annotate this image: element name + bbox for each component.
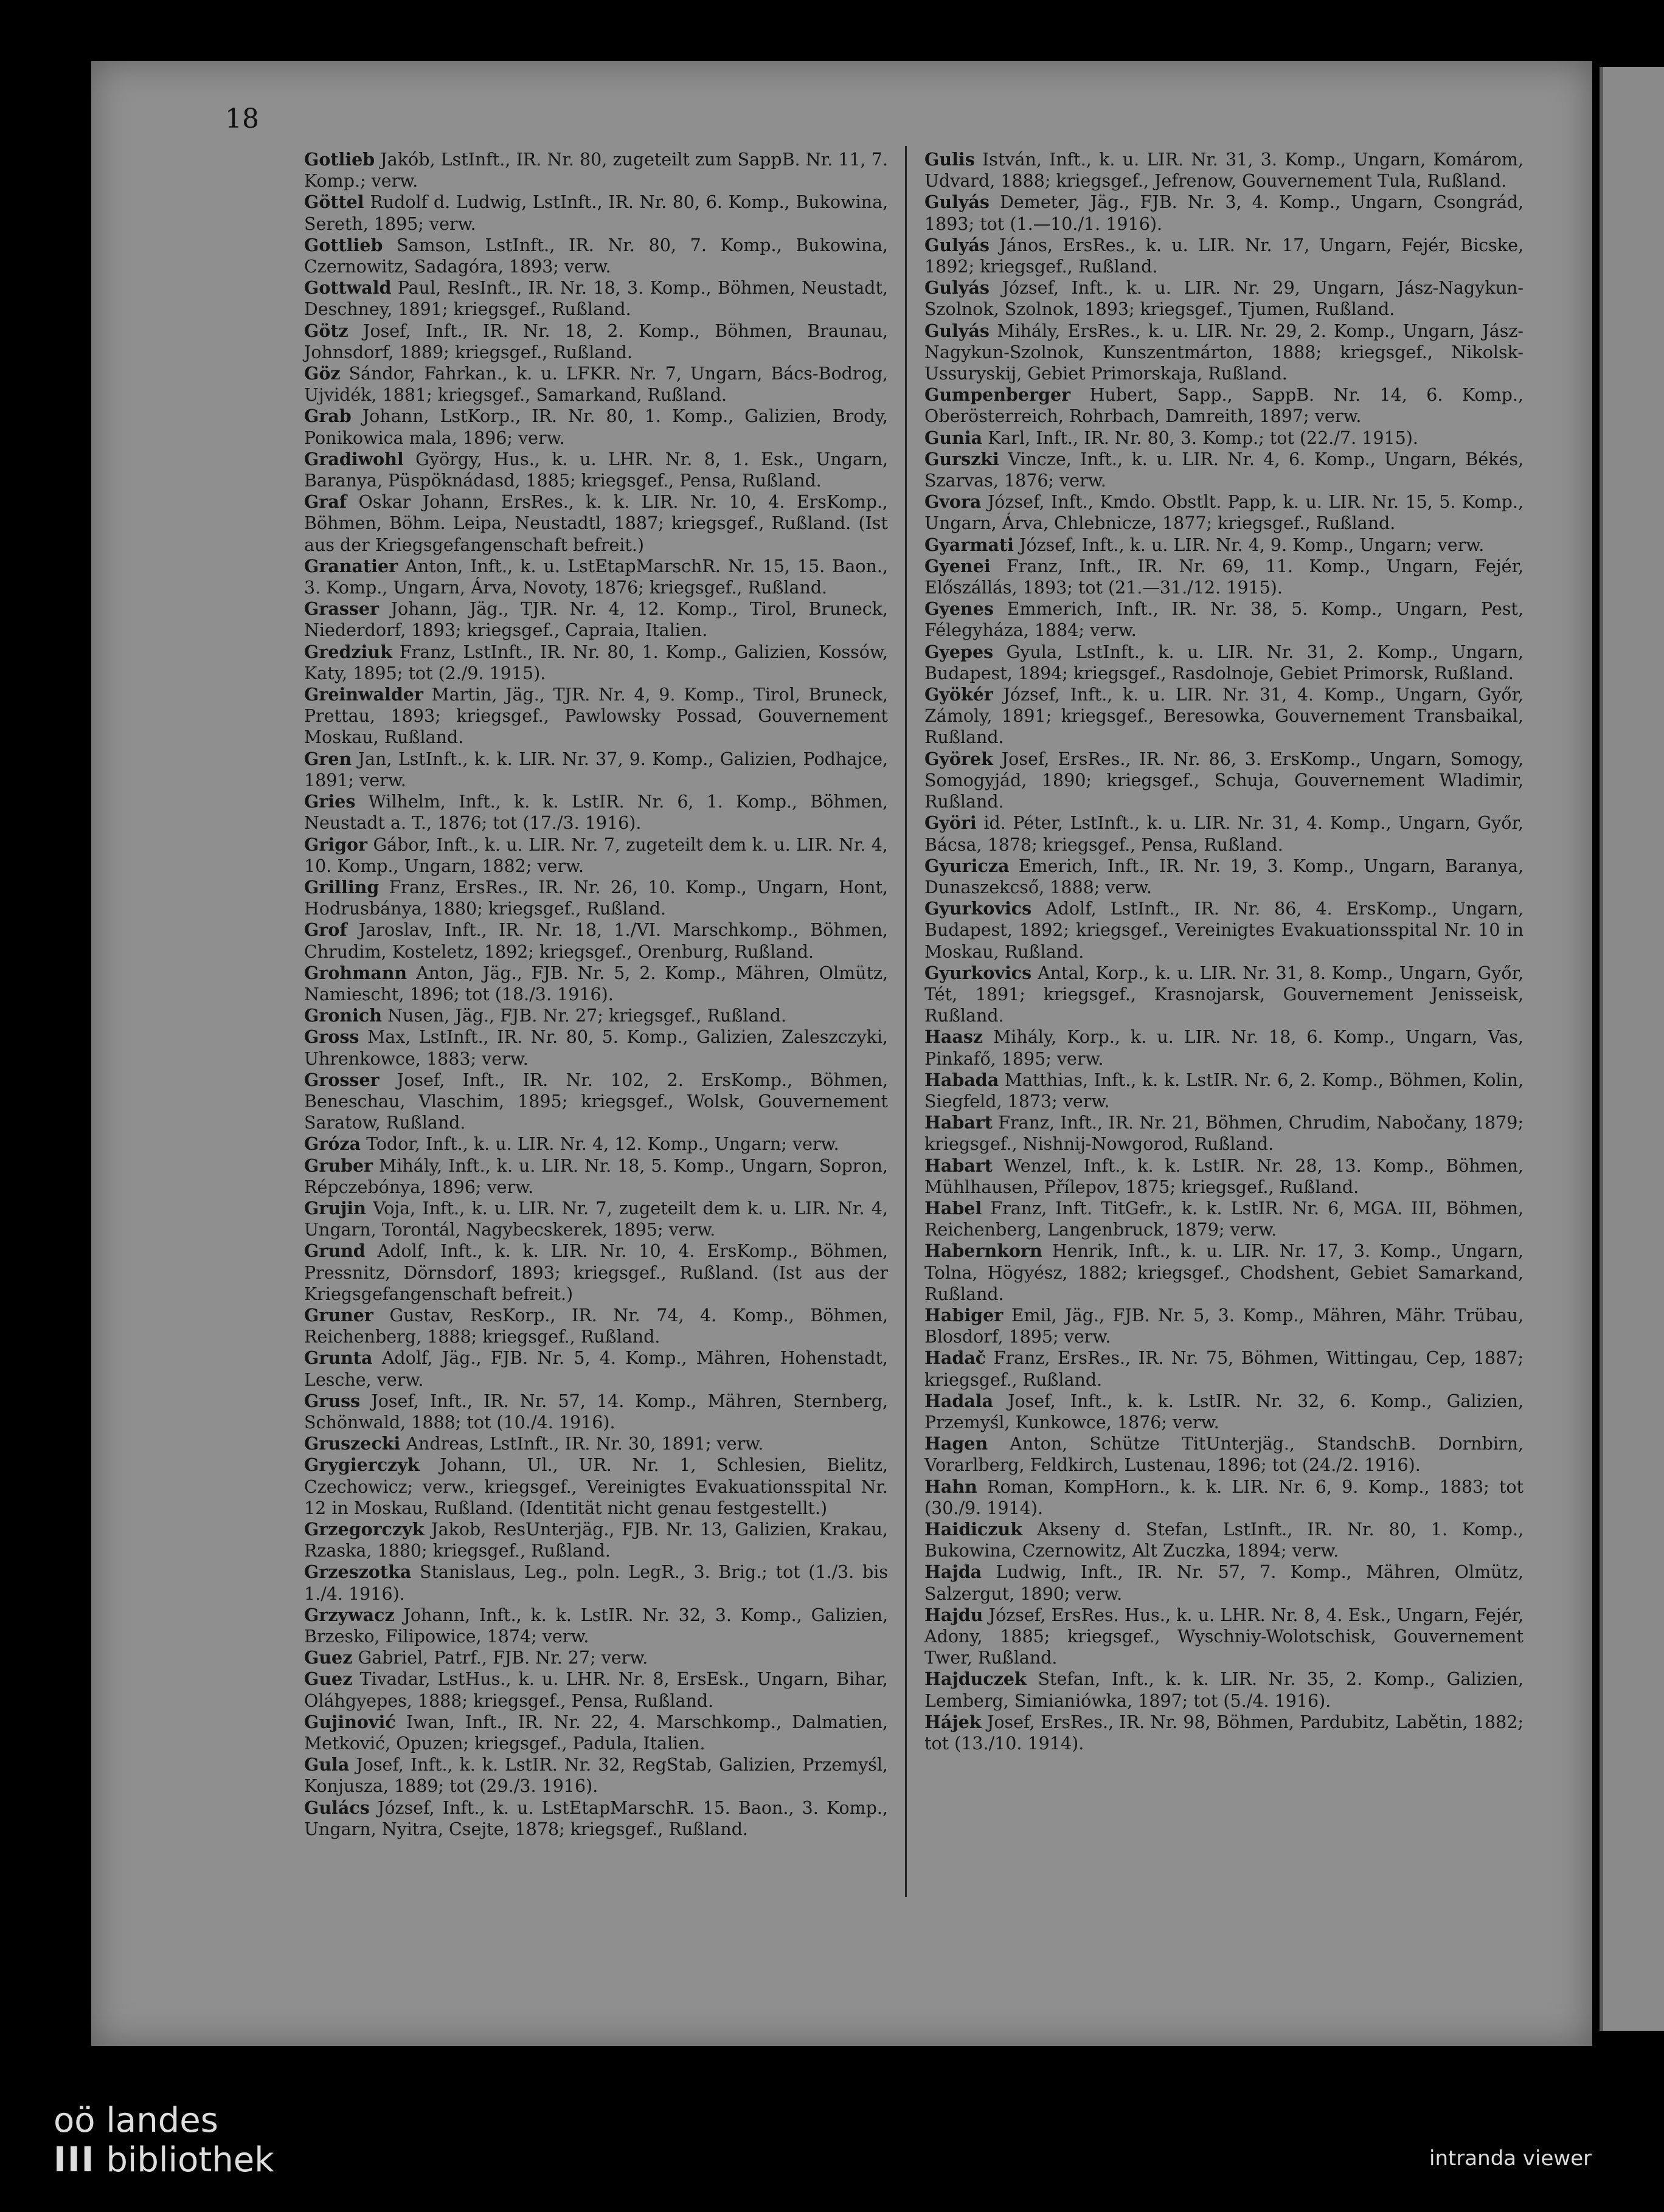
entry-text: Jakób, LstInft., IR. Nr. 80, zugeteilt zum SappB. Nr. 11, 7. Komp.; verw. bbox=[304, 150, 889, 192]
entry-headword: Habada bbox=[924, 1069, 999, 1090]
list-item bbox=[304, 556, 888, 598]
entry-text: Gabriel, Patrf., FJB. Nr. 27; verw. bbox=[358, 1648, 648, 1668]
entry-text: Jaroslav, Inft., IR. Nr. 18, 1./VI. Marschkomp., Böhmen, Chrudim, Kosteletz, 1892; kriegsgef., Orenburg, Rußland. bbox=[304, 920, 888, 962]
entry-headword: Götz bbox=[304, 320, 348, 341]
entry-text: Antal, Korp., k. u. LIR. Nr. 31, 8. Komp., Ungarn, Győr, Tét, 1891; kriegsgef., Krasnojarsk, Gouvernement Jenisseisk, Rußland. bbox=[924, 963, 1524, 1026]
entry-text: József, Inft., k. u. LIR. Nr. 31, 4. Komp., Ungarn, Győr, Zámoly, 1891; kriegsgef., Beresowka, Gouvernement Transbaikal, Rußland. bbox=[924, 685, 1524, 748]
entry-headword: Grigor bbox=[304, 834, 368, 855]
entry-text: Henrik, Inft., k. u. LIR. Nr. 17, 3. Komp., Ungarn, Tolna, Högyész, 1882; kriegsgef., Chodshent, Gebiet Samarkand, Rußland. bbox=[924, 1241, 1524, 1304]
entry-text: Max, LstInft., IR. Nr. 80, 5. Komp., Galizien, Zaleszczyki, Uhrenkowce, 1883; verw. bbox=[304, 1027, 888, 1069]
entry-text: Demeter, Jäg., FJB. Nr. 3, 4. Komp., Ungarn, Csongrád, 1893; tot (1.—10./1. 1916). bbox=[924, 192, 1524, 234]
entry-text: Anton, Schütze TitUnterjäg., StandschB. Dornbirn, Vorarlberg, Feldkirch, Lustenau, 1896; tot (24./2. 1916). bbox=[924, 1434, 1524, 1476]
entry-headword: Gulyás bbox=[924, 192, 990, 213]
entry-headword: Granatier bbox=[304, 555, 398, 576]
entry-headword: Grygierczyk bbox=[304, 1454, 420, 1476]
entry-text: Iwan, Inft., IR. Nr. 22, 4. Marschkomp., Dalmatien, Metković, Opuzen; kriegsgef., Padula, Italien. bbox=[304, 1712, 888, 1754]
list-item bbox=[304, 1605, 888, 1647]
entry-headword: Grujin bbox=[304, 1197, 366, 1218]
entry-headword: Habart bbox=[924, 1155, 993, 1176]
viewer-brand-label: intranda viewer bbox=[1429, 2146, 1592, 2171]
logo-bars-icon: III bbox=[54, 2140, 95, 2180]
list-item bbox=[304, 363, 888, 406]
left-column bbox=[304, 149, 888, 1840]
entry-headword: Hadač bbox=[924, 1347, 986, 1369]
list-item bbox=[924, 149, 1524, 192]
entry-headword: Grosser bbox=[304, 1069, 380, 1090]
entry-headword: Hadala bbox=[924, 1390, 994, 1411]
entry-text: Gustav, ResKorp., IR. Nr. 74, 4. Komp., Böhmen, Reichenberg, 1888; kriegsgef., Rußland. bbox=[304, 1305, 889, 1347]
entry-headword: Gruber bbox=[304, 1155, 373, 1176]
list-item bbox=[304, 1668, 888, 1711]
list-item bbox=[924, 598, 1524, 641]
entry-headword: Gulács bbox=[304, 1797, 370, 1818]
list-item bbox=[304, 1519, 888, 1561]
entry-headword: Gulis bbox=[924, 149, 975, 170]
entry-headword: Greinwalder bbox=[304, 684, 423, 705]
list-item bbox=[304, 598, 888, 641]
entry-text: Tivadar, LstHus., k. u. LHR. Nr. 8, ErsEsk., Ungarn, Bihar, Oláhgyepes, 1888; kriegsgef., Pensa, Rußland. bbox=[304, 1669, 888, 1711]
entry-text: Emerich, Inft., IR. Nr. 19, 3. Komp., Ungarn, Baranya, Dunaszekcső, 1888; verw. bbox=[924, 855, 1524, 897]
entry-text: Oskar Johann, ErsRes., k. k. LIR. Nr. 10, 4. ErsKomp., Böhmen, Böhm. Leipa, Neustadtl, 1887; kriegsgef., Rußland. (Ist aus der Kriegsgefangenschaft befreit.) bbox=[304, 492, 888, 555]
entry-headword: Györi bbox=[924, 812, 977, 834]
list-item bbox=[304, 1561, 888, 1604]
entry-text: Franz, Inft. TitGefr., k. k. LstIR. Nr. 6, MGA. III, Böhmen, Reichenberg, Langenbruck, 1879; verw. bbox=[924, 1198, 1524, 1240]
entry-text: József, Inft., k. u. LIR. Nr. 29, Ungarn, Jász-Nagykun-Szolnok, Szolnok, 1893; kriegsgef., Tjumen, Rußland. bbox=[924, 278, 1524, 320]
entry-text: Matthias, Inft., k. k. LstIR. Nr. 6, 2. Komp., Böhmen, Kolin, Siegfeld, 1873; verw. bbox=[924, 1070, 1524, 1111]
entry-headword: Haasz bbox=[924, 1026, 983, 1048]
entry-headword: Gruss bbox=[304, 1390, 361, 1411]
list-item bbox=[304, 1070, 888, 1134]
list-item bbox=[304, 149, 888, 192]
entry-text: József, Inft., Kmdo. Obstlt. Papp, k. u. LIR. Nr. 15, 5. Komp., Ungarn, Árva, Chlebnicze, 1877; kriegsgef., Rußland. bbox=[924, 492, 1524, 534]
entry-headword: Gradiwohl bbox=[304, 448, 404, 469]
list-item bbox=[924, 855, 1524, 898]
entry-text: Jan, LstInft., k. k. LIR. Nr. 37, 9. Komp., Galizien, Podhajce, 1891; verw. bbox=[304, 748, 888, 790]
list-item bbox=[304, 1347, 888, 1390]
list-item bbox=[924, 641, 1524, 684]
entry-text: Anton, Inft., k. u. LstEtapMarschR. Nr. 15, 15. Baon., 3. Komp., Ungarn, Árva, Novoty, 1876; kriegsgef., Rußland. bbox=[304, 556, 889, 598]
entry-headword: Hagen bbox=[924, 1433, 988, 1454]
list-item bbox=[924, 1070, 1524, 1112]
entry-headword: Hahn bbox=[924, 1476, 977, 1497]
entry-headword: Gyurkovics bbox=[924, 962, 1032, 983]
library-logo-text: bibliothek bbox=[106, 2140, 274, 2180]
entry-text: Gábor, Inft., k. u. LIR. Nr. 7, zugeteilt dem k. u. LIR. Nr. 4, 10. Komp., Ungarn, 1882; verw. bbox=[304, 834, 888, 876]
entry-headword: Grzegorczyk bbox=[304, 1519, 425, 1540]
entry-headword: Grilling bbox=[304, 876, 380, 897]
entry-text: Martin, Jäg., TJR. Nr. 4, 9. Komp., Tirol, Bruneck, Prettau, 1893; kriegsgef., Pawlowsky Possad, Gouvernement Moskau, Rußland. bbox=[304, 685, 889, 748]
list-item bbox=[924, 235, 1524, 277]
entry-headword: Habart bbox=[924, 1112, 993, 1133]
list-item bbox=[924, 556, 1524, 598]
entry-text: Josef, Inft., IR. Nr. 57, 14. Komp., Mähren, Sternberg, Schönwald, 1888; tot (10./4. 1916). bbox=[304, 1391, 889, 1433]
entry-text: Andreas, LstInft., IR. Nr. 30, 1891; verw. bbox=[406, 1434, 764, 1454]
entry-headword: Gyökér bbox=[924, 684, 993, 705]
entry-text: Josef, Inft., IR. Nr. 18, 2. Komp., Böhmen, Braunau, Johnsdorf, 1889; kriegsgef., Rußland. bbox=[304, 320, 889, 362]
list-item bbox=[924, 384, 1524, 427]
entry-headword: Gyenes bbox=[924, 598, 994, 620]
list-item bbox=[304, 1712, 888, 1754]
list-item bbox=[924, 1561, 1524, 1604]
entry-text: Johann, Inft., k. k. LstIR. Nr. 32, 3. Komp., Galizien, Brzesko, Filipowice, 1874; verw. bbox=[304, 1605, 889, 1647]
entry-text: Adolf, LstInft., IR. Nr. 86, 4. ErsKomp., Ungarn, Budapest, 1892; kriegsgef., Vereinigtes Evakuationsspital Nr. 10 in Moskau, Rußland. bbox=[924, 899, 1524, 962]
list-item bbox=[304, 791, 888, 834]
entry-text: Jakob, ResUnterjäg., FJB. Nr. 13, Galizien, Krakau, Rzaska, 1880; kriegsgef., Rußland. bbox=[304, 1519, 888, 1561]
list-item bbox=[304, 1797, 888, 1840]
list-item bbox=[304, 449, 888, 491]
list-item bbox=[304, 919, 888, 962]
entry-text: Johann, Ul., UR. Nr. 1, Schlesien, Bielitz, Czechowicz; verw., kriegsgef., Vereinigtes Evakuationsspital Nr. 12 in Moskau, Rußland. (Identität nicht genau festgestellt.) bbox=[304, 1455, 889, 1518]
list-item bbox=[304, 192, 888, 234]
list-item bbox=[924, 277, 1524, 320]
entry-headword: Haidiczuk bbox=[924, 1519, 1022, 1540]
entry-text: József, Inft., k. u. LIR. Nr. 4, 9. Komp., Ungarn; verw. bbox=[1019, 534, 1485, 555]
entry-headword: Gren bbox=[304, 748, 352, 769]
library-logo-line1: oö landes bbox=[54, 2101, 218, 2140]
entry-text: Johann, Jäg., TJR. Nr. 4, 12. Komp., Tirol, Bruneck, Niederdorf, 1893; kriegsgef., Capraia, Italien. bbox=[304, 599, 888, 641]
entry-headword: Hájek bbox=[924, 1711, 982, 1732]
entry-text: Josef, ErsRes., IR. Nr. 86, 3. ErsKomp., Ungarn, Somogy, Somogyjád, 1890; kriegsgef., Schuja, Gouvernement Wladimir, Rußland. bbox=[924, 748, 1524, 812]
entry-headword: Gyepes bbox=[924, 641, 994, 662]
entry-headword: Gronich bbox=[304, 1005, 382, 1026]
entry-headword: Habel bbox=[924, 1197, 982, 1218]
list-item bbox=[304, 1754, 888, 1797]
entry-text: Mihály, Korp., k. u. LIR. Nr. 18, 6. Komp., Ungarn, Vas, Pinkafő, 1895; verw. bbox=[924, 1027, 1524, 1069]
entry-headword: Grab bbox=[304, 406, 352, 427]
entry-headword: Göz bbox=[304, 363, 341, 384]
entry-text: Josef, ErsRes., IR. Nr. 98, Böhmen, Pardubitz, Labětin, 1882; tot (13./10. 1914). bbox=[924, 1712, 1524, 1754]
entry-headword: Hajdu bbox=[924, 1604, 983, 1625]
entry-text: Stefan, Inft., k. k. LIR. Nr. 35, 2. Komp., Galizien, Lemberg, Simianiówka, 1897; tot (5./4. 1916). bbox=[924, 1669, 1524, 1711]
entry-headword: Grunta bbox=[304, 1347, 373, 1369]
entry-headword: Györek bbox=[924, 748, 993, 769]
entry-text: Wenzel, Inft., k. k. LstIR. Nr. 28, 13. Komp., Böhmen, Mühlhausen, Přílepov, 1875; kriegsgef., Rußland. bbox=[924, 1155, 1524, 1197]
entry-headword: Gurszki bbox=[924, 448, 999, 469]
list-item bbox=[924, 427, 1524, 449]
entry-headword: Gyurkovics bbox=[924, 898, 1032, 919]
entry-headword: Hajduczek bbox=[924, 1668, 1027, 1690]
entry-headword: Gotlieb bbox=[304, 149, 375, 170]
list-item bbox=[304, 1198, 888, 1240]
list-item bbox=[924, 1712, 1524, 1754]
list-item bbox=[924, 748, 1524, 813]
entry-headword: Gottwald bbox=[304, 277, 392, 299]
list-item bbox=[304, 406, 888, 448]
list-item bbox=[304, 1240, 888, 1305]
entry-text: Franz, ErsRes., IR. Nr. 75, Böhmen, Wittingau, Cep, 1887; kriegsgef., Rußland. bbox=[924, 1348, 1524, 1390]
list-item bbox=[924, 320, 1524, 385]
entry-headword: Grof bbox=[304, 919, 347, 941]
entry-headword: Gredziuk bbox=[304, 641, 392, 662]
entry-text: Josef, Inft., k. k. LstIR. Nr. 32, RegStab, Galizien, Przemyśl, Konjusza, 1889; tot (29./3. 1916). bbox=[304, 1755, 888, 1797]
list-item bbox=[304, 877, 888, 919]
entry-headword: Gries bbox=[304, 791, 356, 812]
list-item bbox=[304, 1391, 888, 1433]
entry-text: Hubert, Sapp., SappB. Nr. 14, 6. Komp., Oberösterreich, Rohrbach, Damreith, 1897; verw. bbox=[924, 385, 1524, 427]
entry-text: Mihály, Inft., k. u. LIR. Nr. 18, 5. Komp., Ungarn, Sopron, Répczebónya, 1896; verw. bbox=[304, 1155, 888, 1197]
list-item bbox=[304, 1454, 888, 1519]
entry-headword: Guez bbox=[304, 1647, 353, 1668]
entry-text: id. Péter, LstInft., k. u. LIR. Nr. 31, 4. Komp., Ungarn, Győr, Bácsa, 1878; kriegsgef., Pensa, Rußland. bbox=[924, 813, 1524, 855]
entry-headword: Gyenei bbox=[924, 555, 991, 576]
entry-text: Franz, Inft., IR. Nr. 69, 11. Komp., Ungarn, Fejér, Előszállás, 1893; tot (21.—31./12. 1915). bbox=[924, 556, 1524, 598]
entry-text: Sándor, Fahrkan., k. u. LFKR. Nr. 7, Ungarn, Bács-Bodrog, Ujvidék, 1881; kriegsgef., Samarkand, Rußland. bbox=[304, 364, 889, 406]
list-item bbox=[924, 1519, 1524, 1561]
column-divider bbox=[905, 146, 907, 1897]
list-item bbox=[304, 684, 888, 748]
entry-text: István, Inft., k. u. LIR. Nr. 31, 3. Komp., Ungarn, Komárom, Udvard, 1888; kriegsgef., Jefrenow, Gouvernement Tula, Rußland. bbox=[924, 150, 1524, 192]
entry-text: Adolf, Inft., k. k. LIR. Nr. 10, 4. ErsKomp., Böhmen, Pressnitz, Dörnsdorf, 1893; kriegsgef., Rußland. (Ist aus der Kriegsgefangenschaft befreit.) bbox=[304, 1241, 888, 1304]
entry-headword: Gvora bbox=[924, 491, 982, 513]
entry-text: Voja, Inft., k. u. LIR. Nr. 7, zugeteilt dem k. u. LIR. Nr. 4, Ungarn, Torontál, Nagybecskerek, 1895; verw. bbox=[304, 1198, 888, 1240]
entry-text: Wilhelm, Inft., k. k. LstIR. Nr. 6, 1. Komp., Böhmen, Neustadt a. T., 1876; tot (17./3. 1916). bbox=[304, 792, 889, 834]
entry-text: Franz, ErsRes., IR. Nr. 26, 10. Komp., Ungarn, Hont, Hodrusbánya, 1880; kriegsgef., Rußland. bbox=[304, 877, 888, 919]
list-item bbox=[924, 1347, 1524, 1390]
list-item bbox=[924, 1240, 1524, 1305]
list-item bbox=[304, 1433, 888, 1454]
entry-headword: Grzywacz bbox=[304, 1604, 395, 1625]
list-item bbox=[924, 534, 1524, 556]
entry-headword: Habiger bbox=[924, 1304, 1004, 1325]
entry-text: Akseny d. Stefan, LstInft., IR. Nr. 80, 1. Komp., Bukowina, Czernowitz, Alt Zuczka, 1894; verw. bbox=[924, 1519, 1524, 1561]
entry-headword: Guez bbox=[304, 1668, 353, 1690]
entry-headword: Gulyás bbox=[924, 320, 990, 341]
entry-text: Roman, KompHorn., k. k. LIR. Nr. 6, 9. Komp., 1883; tot (30./9. 1914). bbox=[924, 1476, 1524, 1518]
list-item bbox=[304, 320, 888, 363]
list-item bbox=[304, 1133, 888, 1155]
entry-headword: Gula bbox=[304, 1754, 350, 1775]
list-item bbox=[304, 1647, 888, 1668]
entry-text: János, ErsRes., k. u. LIR. Nr. 17, Ungarn, Fejér, Bicske, 1892; kriegsgef., Rußland. bbox=[924, 235, 1524, 277]
list-item bbox=[924, 1433, 1524, 1476]
next-page-edge bbox=[1600, 67, 1664, 2031]
entry-text: Ludwig, Inft., IR. Nr. 57, 7. Komp., Mähren, Olmütz, Salzergut, 1890; verw. bbox=[924, 1562, 1524, 1604]
entry-headword: Gruner bbox=[304, 1304, 373, 1325]
entry-headword: Gyarmati bbox=[924, 534, 1014, 555]
entry-text: Rudolf d. Ludwig, LstInft., IR. Nr. 80, 6. Komp., Bukowina, Sereth, 1895; verw. bbox=[304, 192, 889, 234]
list-item bbox=[304, 834, 888, 877]
list-item bbox=[924, 1476, 1524, 1519]
entry-text: Vincze, Inft., k. u. LIR. Nr. 4, 6. Komp., Ungarn, Békés, Szarvas, 1876; verw. bbox=[924, 449, 1524, 491]
entry-text: Adolf, Jäg., FJB. Nr. 5, 4. Komp., Mähren, Hohenstadt, Lesche, verw. bbox=[304, 1348, 888, 1390]
right-column bbox=[924, 149, 1524, 1754]
page-number: 18 bbox=[225, 103, 259, 134]
library-logo-line2 bbox=[54, 2140, 274, 2180]
list-item bbox=[304, 1305, 888, 1347]
entry-headword: Gulyás bbox=[924, 277, 990, 299]
list-item bbox=[304, 748, 888, 791]
entry-text: Josef, Inft., k. k. LstIR. Nr. 32, 6. Komp., Galizien, Przemyśl, Kunkowce, 1876; verw. bbox=[924, 1391, 1524, 1433]
entry-text: Karl, Inft., IR. Nr. 80, 3. Komp.; tot (22./7. 1915). bbox=[988, 427, 1418, 448]
list-item bbox=[924, 192, 1524, 234]
entry-text: Gyula, LstInft., k. u. LIR. Nr. 31, 2. Komp., Ungarn, Budapest, 1894; kriegsgef., Rasdolnoje, Gebiet Primorsk, Rußland. bbox=[924, 641, 1524, 683]
entry-text: György, Hus., k. u. LHR. Nr. 8, 1. Esk., Ungarn, Baranya, Püspöknádasd, 1885; kriegsgef., Pensa, Rußland. bbox=[304, 449, 889, 491]
entry-text: Samson, LstInft., IR. Nr. 80, 7. Komp., Bukowina, Czernowitz, Sadagóra, 1893; verw. bbox=[304, 235, 888, 277]
list-item bbox=[924, 1605, 1524, 1669]
list-item bbox=[924, 963, 1524, 1027]
list-item bbox=[304, 641, 888, 684]
list-item bbox=[924, 684, 1524, 748]
entry-text: József, Inft., k. u. LstEtapMarschR. 15. Baon., 3. Komp., Ungarn, Nyitra, Csejte, 1878; kriegsgef., Rußland. bbox=[304, 1797, 889, 1839]
viewer-footer bbox=[0, 2046, 1664, 2212]
entry-headword: Gross bbox=[304, 1026, 359, 1048]
list-item bbox=[924, 1198, 1524, 1240]
list-item bbox=[924, 491, 1524, 534]
entry-headword: Gulyás bbox=[924, 234, 990, 255]
entry-headword: Grund bbox=[304, 1240, 366, 1262]
list-item bbox=[304, 235, 888, 277]
entry-text: Johann, LstKorp., IR. Nr. 80, 1. Komp., Galizien, Brody, Ponikowica mala, 1896; verw. bbox=[304, 406, 888, 448]
entry-headword: Grasser bbox=[304, 598, 380, 620]
entry-headword: Göttel bbox=[304, 192, 364, 213]
entry-text: Franz, Inft., IR. Nr. 21, Böhmen, Chrudim, Nabočany, 1879; kriegsgef., Nishnij-Nowgorod, Rußland. bbox=[924, 1113, 1524, 1155]
entry-headword: Gruszecki bbox=[304, 1433, 401, 1454]
entry-text: Anton, Jäg., FJB. Nr. 5, 2. Komp., Mähren, Olmütz, Namiescht, 1896; tot (18./3. 1916). bbox=[304, 963, 888, 1004]
list-item bbox=[924, 1668, 1524, 1711]
list-item bbox=[924, 1112, 1524, 1155]
entry-headword: Gumpenberger bbox=[924, 384, 1071, 406]
entry-headword: Gujinović bbox=[304, 1711, 396, 1732]
list-item bbox=[304, 1155, 888, 1198]
entry-text: Nusen, Jäg., FJB. Nr. 27; kriegsgef., Rußland. bbox=[387, 1006, 787, 1026]
entry-headword: Gunia bbox=[924, 427, 983, 448]
entry-text: Todor, Inft., k. u. LIR. Nr. 4, 12. Komp., Ungarn; verw. bbox=[366, 1134, 839, 1155]
entry-headword: Habernkorn bbox=[924, 1240, 1042, 1262]
list-item bbox=[304, 277, 888, 320]
list-item bbox=[924, 1026, 1524, 1069]
entry-headword: Hajda bbox=[924, 1561, 982, 1583]
entry-text: József, ErsRes. Hus., k. u. LHR. Nr. 8, 4. Esk., Ungarn, Fejér, Adony, 1885; kriegsgef., Wyschniy-Wolotschisk, Gouvernement Twer, Rußland. bbox=[924, 1605, 1524, 1668]
entry-headword: Graf bbox=[304, 491, 347, 513]
list-item bbox=[924, 449, 1524, 491]
list-item bbox=[304, 1005, 888, 1026]
list-item bbox=[304, 491, 888, 556]
entry-text: Stanislaus, Leg., poln. LegR., 3. Brig.; tot (1./3. bis 1./4. 1916). bbox=[304, 1562, 888, 1604]
entry-text: Mihály, ErsRes., k. u. LIR. Nr. 29, 2. Komp., Ungarn, Jász-Nagykun-Szolnok, Kunszentmárton, 1888; kriegsgef., Nikolsk-Ussuryskij, Gebiet Primorskaja, Rußland. bbox=[924, 320, 1524, 384]
list-item bbox=[924, 898, 1524, 963]
list-item bbox=[924, 1305, 1524, 1347]
list-item bbox=[924, 812, 1524, 855]
list-item bbox=[304, 963, 888, 1005]
entry-text: Josef, Inft., IR. Nr. 102, 2. ErsKomp., Böhmen, Beneschau, Vlaschim, 1895; kriegsgef., Wolsk, Gouvernement Saratow, Rußland. bbox=[304, 1070, 888, 1133]
entry-text: Paul, ResInft., IR. Nr. 18, 3. Komp., Böhmen, Neustadt, Deschney, 1891; kriegsgef., Rußland. bbox=[304, 278, 888, 320]
entry-text: Emil, Jäg., FJB. Nr. 5, 3. Komp., Mähren, Mähr. Trübau, Blosdorf, 1895; verw. bbox=[924, 1305, 1524, 1347]
entry-headword: Gottlieb bbox=[304, 234, 383, 255]
list-item bbox=[924, 1155, 1524, 1198]
entry-headword: Grzeszotka bbox=[304, 1561, 412, 1583]
entry-headword: Gróza bbox=[304, 1133, 361, 1155]
list-item bbox=[304, 1026, 888, 1069]
entry-text: Emmerich, Inft., IR. Nr. 38, 5. Komp., Ungarn, Pest, Félegyháza, 1884; verw. bbox=[924, 599, 1524, 641]
entry-headword: Gyuricza bbox=[924, 855, 1010, 876]
entry-headword: Grohmann bbox=[304, 962, 407, 983]
list-item bbox=[924, 1391, 1524, 1433]
entry-text: Franz, LstInft., IR. Nr. 80, 1. Komp., Galizien, Kossów, Katy, 1895; tot (2./9. 1915). bbox=[304, 641, 889, 683]
